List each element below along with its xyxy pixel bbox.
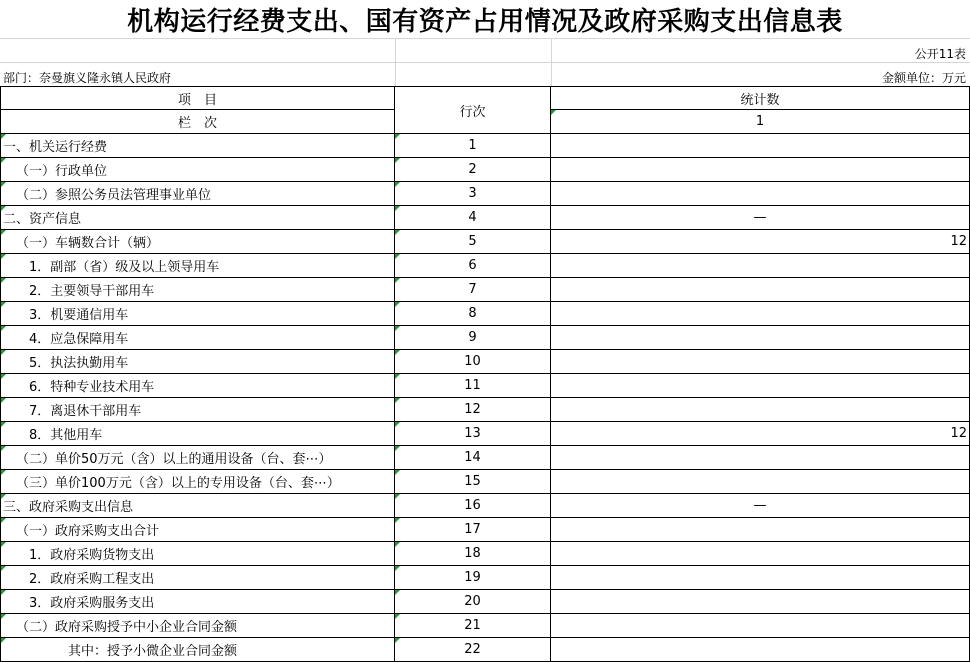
row-number[interactable]: 5 (395, 230, 551, 254)
row-number[interactable]: 12 (395, 398, 551, 422)
row-label[interactable]: 6．特种专业技术用车 (0, 374, 395, 398)
row-value[interactable] (551, 326, 970, 350)
row-label[interactable]: 一、机关运行经费 (0, 134, 395, 158)
row-label[interactable]: 3．机要通信用车 (0, 302, 395, 326)
row-number[interactable]: 15 (395, 470, 551, 494)
row-number[interactable]: 7 (395, 278, 551, 302)
row-label[interactable]: 7．离退休干部用车 (0, 398, 395, 422)
row-number[interactable]: 10 (395, 350, 551, 374)
row-label[interactable]: （三）单价100万元（含）以上的专用设备（台、套⋯） (0, 470, 395, 494)
row-number[interactable]: 3 (395, 182, 551, 206)
row-number[interactable]: 6 (395, 254, 551, 278)
row-label[interactable]: 3．政府采购服务支出 (0, 590, 395, 614)
row-value[interactable] (551, 398, 970, 422)
row-label[interactable]: 其中：授予小微企业合同金额 (0, 638, 395, 662)
row-value[interactable] (551, 542, 970, 566)
row-number[interactable]: 19 (395, 566, 551, 590)
row-label[interactable]: 4．应急保障用车 (0, 326, 395, 350)
row-number[interactable]: 13 (395, 422, 551, 446)
row-number[interactable]: 2 (395, 158, 551, 182)
row-value[interactable] (551, 590, 970, 614)
row-number[interactable]: 17 (395, 518, 551, 542)
row-number[interactable]: 16 (395, 494, 551, 518)
gridline (0, 38, 970, 39)
row-label[interactable]: （二）单价50万元（含）以上的通用设备（台、套⋯） (0, 446, 395, 470)
row-value[interactable] (551, 614, 970, 638)
gridline (395, 38, 396, 86)
row-value[interactable] (551, 134, 970, 158)
row-number[interactable]: 21 (395, 614, 551, 638)
row-number[interactable]: 8 (395, 302, 551, 326)
header-stat: 统计数 (551, 86, 970, 110)
row-number[interactable]: 18 (395, 542, 551, 566)
row-number[interactable]: 14 (395, 446, 551, 470)
row-number[interactable]: 9 (395, 326, 551, 350)
row-label[interactable]: 2．政府采购工程支出 (0, 566, 395, 590)
gridline (0, 62, 970, 63)
row-number[interactable]: 4 (395, 206, 551, 230)
unit-label: 金额单位：万元 (881, 71, 966, 85)
row-label[interactable]: （一）车辆数合计（辆） (0, 230, 395, 254)
row-number[interactable]: 11 (395, 374, 551, 398)
row-value[interactable] (551, 350, 970, 374)
row-label[interactable]: 2．主要领导干部用车 (0, 278, 395, 302)
row-label[interactable]: 二、资产信息 (0, 206, 395, 230)
row-value[interactable] (551, 518, 970, 542)
header-stat-col[interactable]: 1 (551, 110, 970, 134)
row-label[interactable]: （二）政府采购授予中小企业合同金额 (0, 614, 395, 638)
row-value[interactable] (551, 470, 970, 494)
row-value[interactable]: 12 (551, 230, 970, 254)
page-title: 机构运行经费支出、国有资产占用情况及政府采购支出信息表 (127, 6, 843, 37)
row-label[interactable]: （一）行政单位 (0, 158, 395, 182)
row-value[interactable] (551, 638, 970, 662)
row-number[interactable]: 1 (395, 134, 551, 158)
row-value[interactable]: — (551, 206, 970, 230)
row-label[interactable]: （二）参照公务员法管理事业单位 (0, 182, 395, 206)
row-label[interactable]: 5．执法执勤用车 (0, 350, 395, 374)
row-label[interactable]: 1．副部（省）级及以上领导用车 (0, 254, 395, 278)
data-table (0, 86, 970, 661)
row-label[interactable]: 1．政府采购货物支出 (0, 542, 395, 566)
row-number[interactable]: 22 (395, 638, 551, 662)
row-value[interactable]: — (551, 494, 970, 518)
row-value[interactable] (551, 158, 970, 182)
row-label[interactable]: 8．其他用车 (0, 422, 395, 446)
row-value[interactable] (551, 566, 970, 590)
row-value[interactable] (551, 374, 970, 398)
header-item: 项 目 (0, 86, 395, 110)
row-value[interactable] (551, 254, 970, 278)
row-value[interactable] (551, 278, 970, 302)
header-column-label: 栏 次 (0, 110, 395, 134)
department-label: 部门：奈曼旗义隆永镇人民政府 (3, 71, 172, 85)
row-value[interactable] (551, 446, 970, 470)
row-number[interactable]: 20 (395, 590, 551, 614)
row-value[interactable] (551, 302, 970, 326)
header-row-no: 行次 (395, 86, 551, 134)
row-value[interactable] (551, 182, 970, 206)
row-value[interactable]: 12 (551, 422, 970, 446)
form-number: 公开11表 (914, 47, 966, 61)
row-label[interactable]: （一）政府采购支出合计 (0, 518, 395, 542)
gridline (551, 38, 552, 86)
row-label[interactable]: 三、政府采购支出信息 (0, 494, 395, 518)
